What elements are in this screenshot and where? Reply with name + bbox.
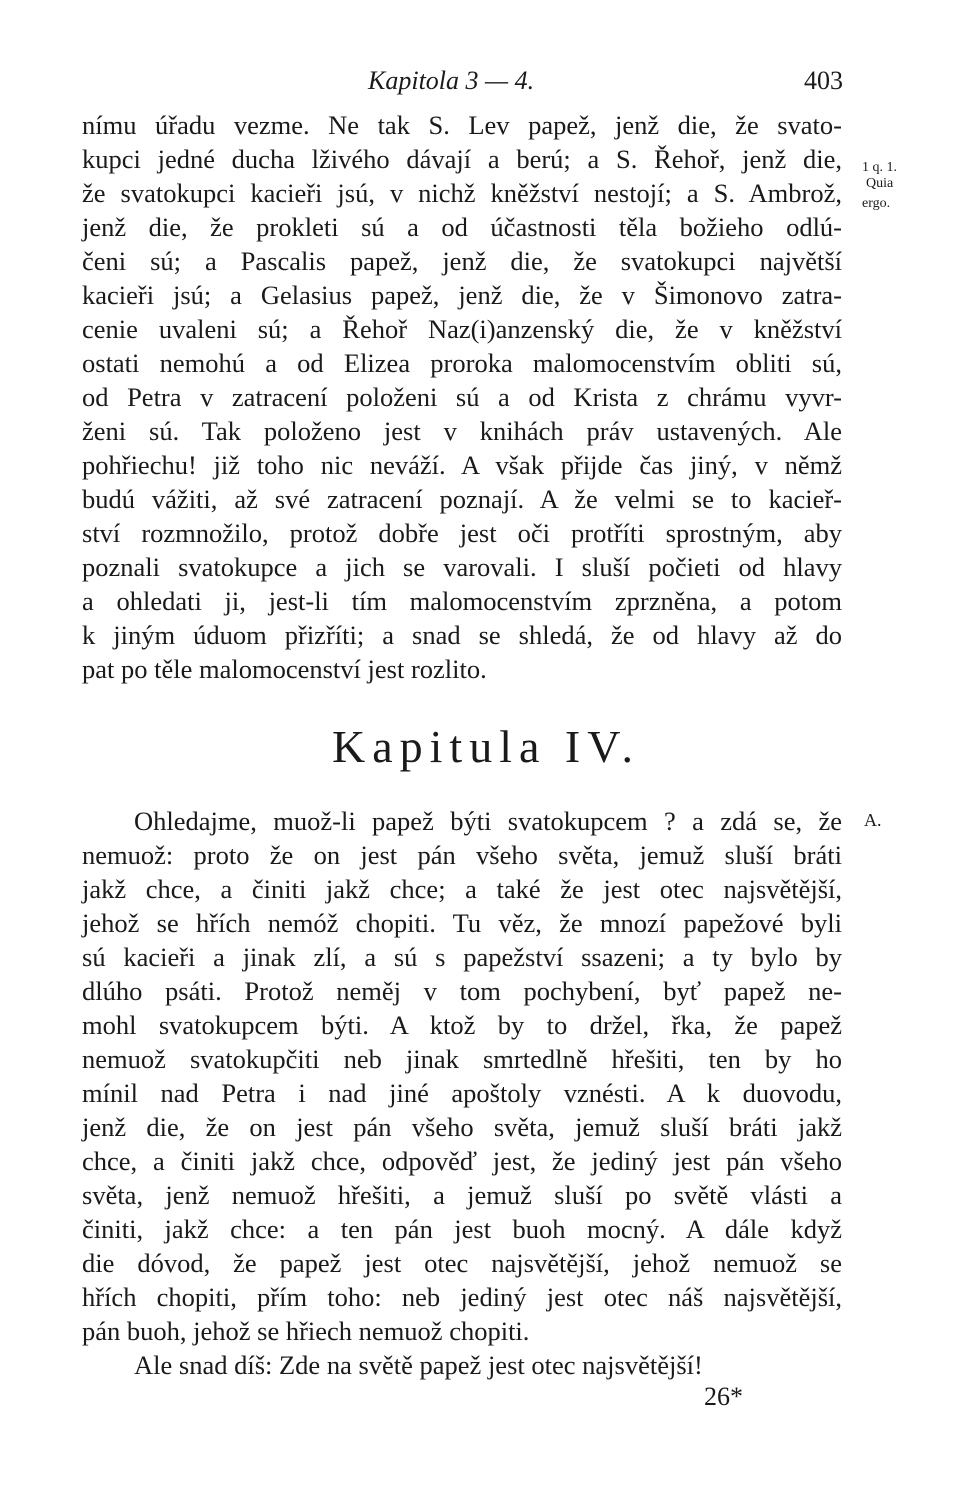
text-line: čeni sú; a Pascalis papež, jenž die, že svatokupci najvětší xyxy=(82,246,842,276)
text-line: die dóvod, že papež jest otec najsvětější, jehož nemuož se xyxy=(82,1248,842,1278)
text-line: nemuož svatokupčiti neb jinak smrtedlně hřešiti, ten by ho xyxy=(82,1044,842,1074)
signature-mark: 26* xyxy=(704,1382,743,1411)
text-line: jehož se hřích nemóž chopiti. Tu věz, že mnozí papežové byli xyxy=(82,908,842,938)
text-line: ostati nemohú a od Elizea proroka malomocenstvím obliti sú, xyxy=(82,348,842,378)
chapter-heading: Kapitula IV. xyxy=(332,721,641,772)
text-line: pohřiechu! již toho nic neváží. A však přijde čas jiný, v němž xyxy=(82,450,842,480)
margin-note: ergo. xyxy=(862,196,891,211)
text-line: nemuož: proto že on jest pán všeho světa, jemuž sluší bráti xyxy=(82,840,842,870)
text-line: budú vážiti, až své zatracení poznají. A že velmi se to kacieř- xyxy=(82,484,842,514)
text-line: Ohledajme, muož-li papež býti svatokupcem ? a zdá se, že xyxy=(134,806,842,836)
text-line: pat po těle malomocenství jest rozlito. xyxy=(82,654,487,684)
text-line: kupci jedné ducha lživého dávají a berú; a S. Řehoř, jenž die, xyxy=(82,144,842,174)
text-line: světa, jenž nemuož hřešiti, a jemuž sluší po světě vlásti a xyxy=(82,1180,842,1210)
text-line: pán buoh, jehož se hřiech nemuož chopiti. xyxy=(82,1316,530,1346)
text-line: chce, a činiti jakž chce, odpověď jest, že jediný jest pán všeho xyxy=(82,1146,842,1176)
margin-note: A. xyxy=(864,810,882,830)
text-line: sú kacieři a jinak zlí, a sú s papežství ssazeni; a ty bylo by xyxy=(82,942,842,972)
text-line: dlúho psáti. Protož neměj v tom pochybení, byť papež ne- xyxy=(82,976,842,1006)
text-line: činiti, jakž chce: a ten pán jest buoh mocný. A dále když xyxy=(82,1214,842,1244)
text-line: jakž chce, a činiti jakž chce; a také že jest otec najsvětější, xyxy=(82,874,842,904)
text-line: hřích chopiti, přím toho: neb jediný jest otec náš najsvětější, xyxy=(82,1282,842,1312)
text-line: cenie uvaleni sú; a Řehoř Naz(i)anzenský die, že v kněžství xyxy=(82,314,842,344)
text-line: a ohledati ji, jest-li tím malomocenstvím zprzněna, a potom xyxy=(82,586,842,616)
text-line: mohl svatokupcem býti. A ktož by to držel, řka, že papež xyxy=(82,1010,842,1040)
page-number: 403 xyxy=(804,66,843,95)
text-line: poznali svatokupce a jich se varovali. I sluší počieti od hlavy xyxy=(82,552,842,582)
text-line: jenž die, že prokleti sú a od účastnosti těla božieho odlú- xyxy=(82,212,842,242)
text-line: k jiným úduom přizříti; a snad se shledá, že od hlavy až do xyxy=(82,620,842,650)
text-line: ženi sú. Tak položeno jest v knihách práv ustavených. Ale xyxy=(82,416,842,446)
text-line: nímu úřadu vezme. Ne tak S. Lev papež, jenž die, že svato- xyxy=(82,110,842,140)
text-line: od Petra v zatracení položeni sú a od Krista z chrámu vyvr- xyxy=(82,382,842,412)
text-line: kacieři jsú; a Gelasius papež, jenž die, že v Šimonovo zatra- xyxy=(82,280,842,310)
text-line: ství rozmnožilo, protož dobře jest oči protříti sprostným, aby xyxy=(82,518,842,548)
text-line: jenž die, že on jest pán všeho světa, jemuž sluší bráti jakž xyxy=(82,1112,842,1142)
text-line: mínil nad Petra i nad jiné apoštoly vznésti. A k duovodu, xyxy=(82,1078,842,1108)
margin-note: Quia xyxy=(866,176,894,191)
margin-note: 1 q. 1. xyxy=(862,160,897,175)
running-header-title: Kapitola 3 — 4. xyxy=(368,66,535,95)
text-line: že svatokupci kacieři jsú, v nichž kněžství nestojí; a S. Ambrož, xyxy=(82,178,842,208)
text-line: Ale snad díš: Zde na světě papež jest otec najsvětější! xyxy=(134,1350,703,1380)
